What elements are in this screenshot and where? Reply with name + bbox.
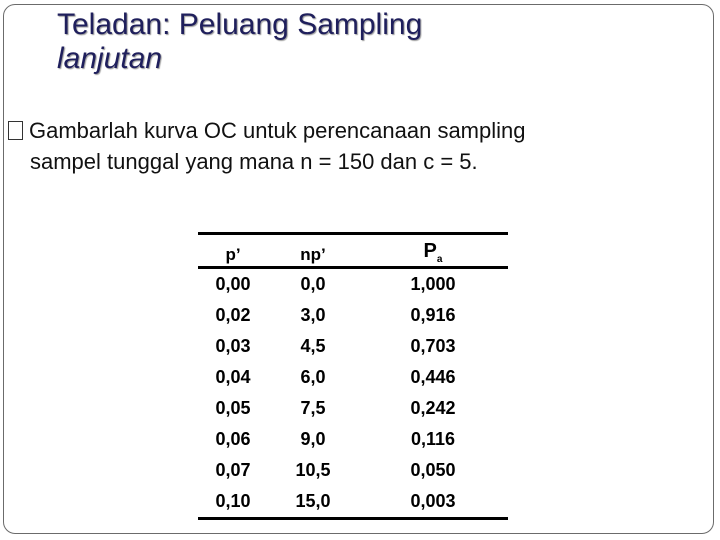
table-row xyxy=(198,268,508,301)
header-np: np’ xyxy=(300,245,326,264)
cell-pa: 0,003 xyxy=(410,491,456,511)
cell-np: 3,0 xyxy=(300,305,326,325)
bullet-line-2: sampel tunggal yang mana n = 150 dan c = 5. xyxy=(30,149,478,174)
cell-pa: 0,446 xyxy=(410,367,456,387)
cell-np: 0,0 xyxy=(300,274,326,294)
cell-p: 0,05 xyxy=(215,398,251,418)
table-row xyxy=(198,362,508,393)
table-header-row xyxy=(198,234,508,268)
cell-p: 0,04 xyxy=(215,367,251,387)
table-row xyxy=(198,424,508,455)
cell-pa: 0,916 xyxy=(410,305,456,325)
title-line-2: lanjutan xyxy=(57,42,163,75)
table-row xyxy=(198,393,508,424)
cell-pa: 0,703 xyxy=(410,336,456,356)
cell-np: 6,0 xyxy=(300,367,326,387)
cell-np: 15,0 xyxy=(295,491,331,511)
bullet-item xyxy=(8,115,688,177)
cell-pa: 0,242 xyxy=(410,398,456,418)
header-pa xyxy=(358,234,508,268)
cell-np: 7,5 xyxy=(300,398,326,418)
cell-p: 0,10 xyxy=(215,491,251,511)
oc-table xyxy=(198,232,508,520)
header-pa-sub: a xyxy=(436,254,443,265)
bullet-square-icon xyxy=(8,121,23,140)
header-p: p’ xyxy=(225,245,241,264)
cell-pa: 0,116 xyxy=(410,429,456,449)
cell-pa: 0,050 xyxy=(410,460,456,480)
cell-np: 9,0 xyxy=(300,429,326,449)
table-body xyxy=(198,268,508,519)
slide-title xyxy=(57,8,422,76)
cell-p: 0,02 xyxy=(215,305,251,325)
cell-p: 0,03 xyxy=(215,336,251,356)
table-row xyxy=(198,331,508,362)
cell-pa: 1,000 xyxy=(410,274,456,294)
header-pa-main: P xyxy=(423,240,437,262)
cell-np: 10,5 xyxy=(295,460,331,480)
title-line-1: Teladan: Peluang Sampling xyxy=(57,8,423,41)
table-row xyxy=(198,455,508,486)
table-row xyxy=(198,486,508,519)
cell-p: 0,07 xyxy=(215,460,251,480)
cell-p: 0,00 xyxy=(215,274,251,294)
table-row xyxy=(198,300,508,331)
cell-np: 4,5 xyxy=(300,336,326,356)
bullet-line-1: Gambarlah kurva OC untuk perencanaan sampling xyxy=(29,118,526,143)
bullet-text xyxy=(8,118,688,177)
cell-p: 0,06 xyxy=(215,429,251,449)
